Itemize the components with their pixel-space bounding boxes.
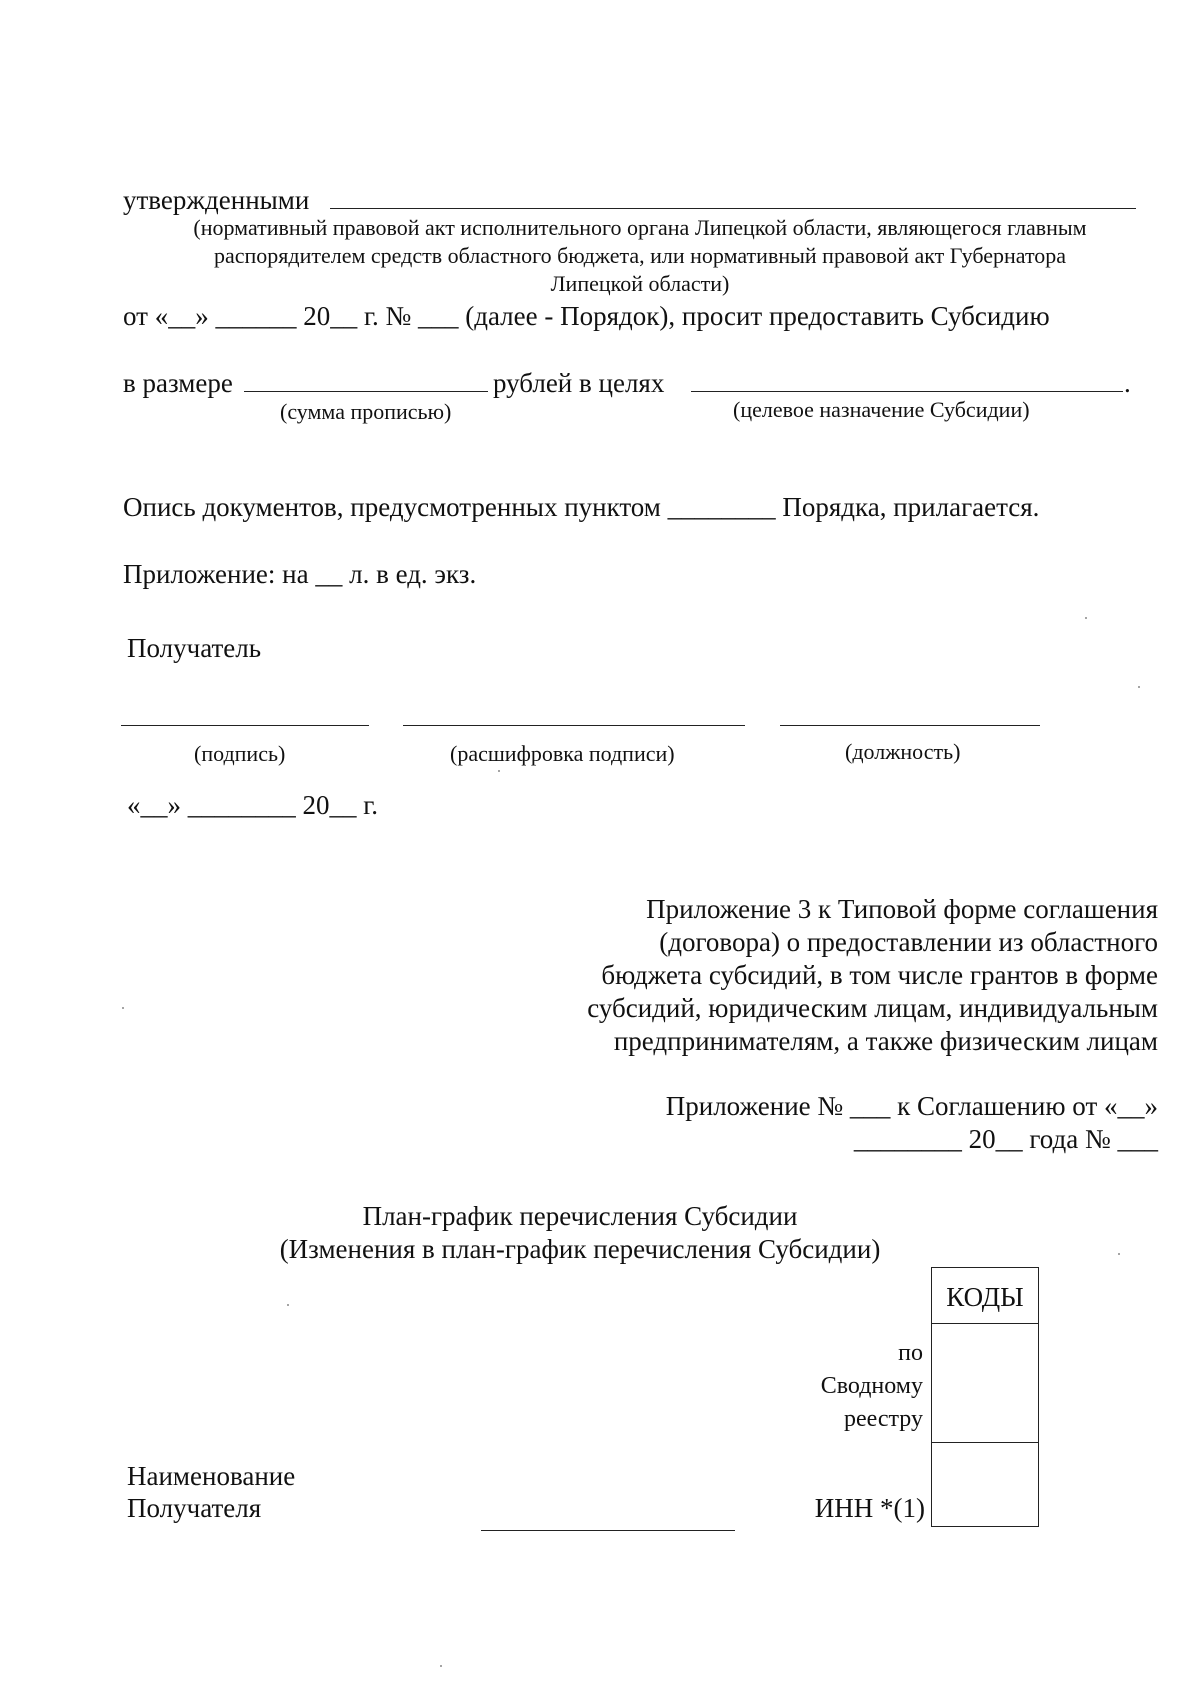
approved-label: утвержденными [123, 185, 310, 215]
period: . [1124, 368, 1131, 398]
recipient-name-line[interactable] [481, 1530, 735, 1531]
registry-label-1: по [898, 1340, 923, 1366]
purpose-blank-line[interactable] [691, 391, 1123, 392]
act-note-line-3: Липецкой области) [550, 271, 730, 296]
scan-speck [498, 770, 500, 772]
annex-line-1: Приложение 3 к Типовой форме соглашения [646, 894, 1158, 924]
from-date-line: от «__» ______ 20__ г. № ___ (далее - Порядок), просит предоставить Субсидию [123, 301, 1050, 331]
scan-speck [287, 1304, 289, 1306]
amount-prefix: в размере [123, 368, 233, 398]
position-line[interactable] [780, 725, 1040, 726]
attachment-line: Приложение: на __ л. в ед. экз. [123, 559, 477, 589]
codes-header-cell [932, 1268, 1038, 1324]
agreement-ref-line-1: Приложение № ___ к Соглашению от «__» [665, 1091, 1158, 1121]
scan-speck [1138, 686, 1140, 688]
annex-line-3: бюджета субсидий, в том числе грантов в форме [601, 960, 1158, 990]
signature-line[interactable] [121, 725, 369, 726]
act-note-line-2: распорядителем средств областного бюджета, или нормативный правовой акт Губернатора [213, 243, 1067, 268]
rubles-text: рублей в целях [493, 368, 665, 398]
annex-line-4: субсидий, юридическим лицам, индивидуальным [587, 993, 1158, 1023]
inventory-line: Опись документов, предусмотренных пунктом ________ Порядка, прилагается. [123, 492, 1040, 522]
inn-label: ИНН *(1) [814, 1493, 925, 1523]
signature-caption: (подпись) [194, 741, 286, 766]
scan-speck [1085, 617, 1087, 619]
recipient-label: Получатель [127, 633, 262, 663]
scan-speck [122, 1007, 124, 1009]
recipient-name-label-2: Получателя [127, 1493, 262, 1523]
annex-line-5: предпринимателям, а также физическим лицам [613, 1026, 1158, 1056]
codes-header: КОДЫ [946, 1282, 1024, 1312]
scan-speck [440, 1665, 442, 1667]
date-line: «__» ________ 20__ г. [127, 790, 379, 820]
scan-speck [1118, 1253, 1120, 1255]
agreement-ref-line-2: ________ 20__ года № ___ [853, 1124, 1158, 1154]
position-caption: (должность) [845, 739, 961, 764]
registry-label-3: реестру [843, 1406, 923, 1432]
annex-line-2: (договора) о предоставлении из областного [659, 927, 1158, 957]
plan-title: План-график перечисления Субсидии [362, 1201, 798, 1231]
plan-subtitle: (Изменения в план-график перечисления Субсидии) [279, 1234, 881, 1264]
registry-label-2: Сводному [820, 1373, 923, 1399]
registry-code-cell[interactable] [932, 1323, 1038, 1443]
act-note-line-1: (нормативный правовой акт исполнительного органа Липецкой области, являющегося главным [193, 215, 1087, 240]
act-blank-line[interactable] [330, 208, 1136, 209]
amount-blank-line[interactable] [244, 391, 488, 392]
signature-decode-line[interactable] [403, 725, 745, 726]
signature-decode-caption: (расшифровка подписи) [450, 741, 675, 766]
recipient-name-label-1: Наименование [127, 1461, 296, 1491]
amount-caption: (сумма прописью) [280, 399, 452, 424]
codes-table [931, 1267, 1039, 1527]
purpose-caption: (целевое назначение Субсидии) [733, 397, 1030, 422]
